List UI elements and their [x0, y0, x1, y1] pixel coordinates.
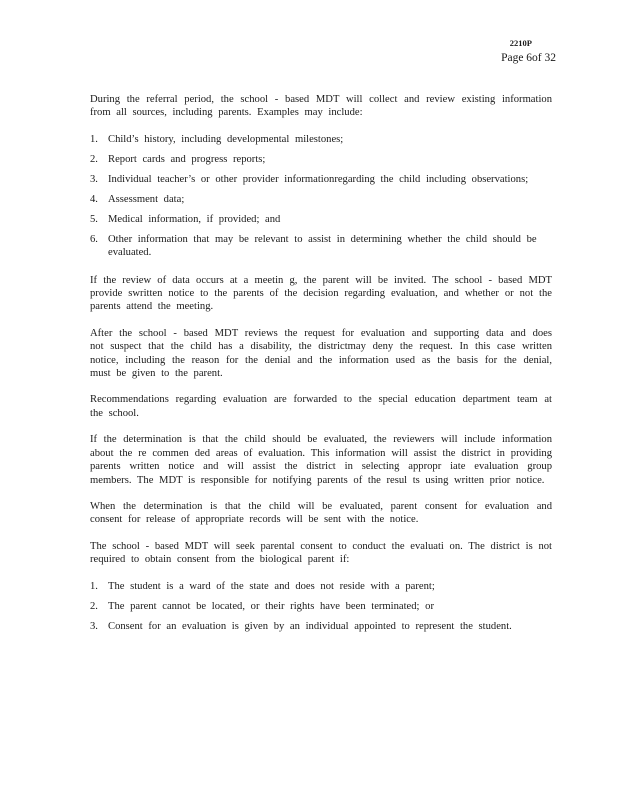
list-item: [90, 620, 552, 633]
list-item: [90, 173, 552, 186]
list-number: 1.: [90, 133, 98, 145]
list-item-text: Child’s history, including developmental milestones;: [108, 133, 344, 145]
paragraph-referral-period: During the referral period, the school - based MDT will collect and review existing information from all sources, including parents. Examples may include:: [90, 94, 552, 119]
page-number: Page 6of 32: [501, 52, 556, 64]
document-body: [90, 93, 552, 647]
list-item: [90, 193, 552, 206]
list-item-text: Report cards and progress reports;: [108, 153, 266, 165]
paragraph-review-meeting: If the review of data occurs at a meetin g, the parent will be invited. The school - based MDT provide swritten notice to the parents of the decision regarding evaluation, and whether or not the parents attend the meeting.: [90, 274, 552, 313]
paragraph-parental-consent: The school - based MDT will seek parental consent to conduct the evaluati on. The district is not required to obtain consent from the biological parent if:: [90, 540, 552, 566]
list-item-text: Consent for an evaluation is given by an individual appointed to represent the student.: [108, 620, 512, 632]
paragraph-recommendations: Recommendations regarding evaluation are forwarded to the special education department team at the school.: [90, 394, 552, 419]
list-item: [90, 153, 552, 166]
list-number: 3.: [90, 173, 98, 185]
examples-list: [90, 133, 552, 260]
list-item: [90, 213, 552, 226]
list-number: 2.: [90, 153, 98, 165]
paragraph-determination: If the determination is that the child should be evaluated, the reviewers will include information about the re commen ded areas of evaluation. This information will assist the district in providing parents written notice and will assist the district in selecting appropr iate evaluation group members. The MDT is responsible for notifying parents of the resul ts using written prior notice.: [90, 434, 552, 486]
list-number: 4.: [90, 193, 98, 205]
list-item-text: The student is a ward of the state and does not reside with a parent;: [108, 580, 435, 592]
list-item: [90, 233, 552, 260]
list-number: 5.: [90, 213, 98, 225]
paragraph-consent: When the determination is that the child will be evaluated, parent consent for evaluation and consent for release of appropriate records will be sent with the notice.: [90, 500, 552, 526]
document-id: 2210P: [509, 38, 532, 48]
list-item: [90, 580, 552, 593]
list-number: 3.: [90, 620, 98, 632]
list-number: 2.: [90, 600, 98, 612]
list-item-text: Assessment data;: [108, 193, 185, 205]
paragraph-denial: After the school - based MDT reviews the request for evaluation and supporting data and does not suspect that the child has a disability, the districtmay deny the request. In this case written notice, including the reason for the denial and the information used as the basis for the denial, must be given to the parent.: [90, 327, 552, 380]
list-number: 1.: [90, 580, 98, 592]
list-item: [90, 133, 552, 146]
list-item-text: Medical information, if provided; and: [108, 213, 281, 225]
list-item: [90, 600, 552, 613]
exceptions-list: [90, 580, 552, 633]
list-item-text: Individual teacher’s or other provider informationregarding the child including observations;: [108, 173, 529, 185]
list-item-text: The parent cannot be located, or their rights have been terminated; or: [108, 600, 434, 612]
list-item-text: Other information that may be relevant to assist in determining whether the child should be evaluated.: [108, 233, 537, 259]
list-number: 6.: [90, 233, 98, 245]
